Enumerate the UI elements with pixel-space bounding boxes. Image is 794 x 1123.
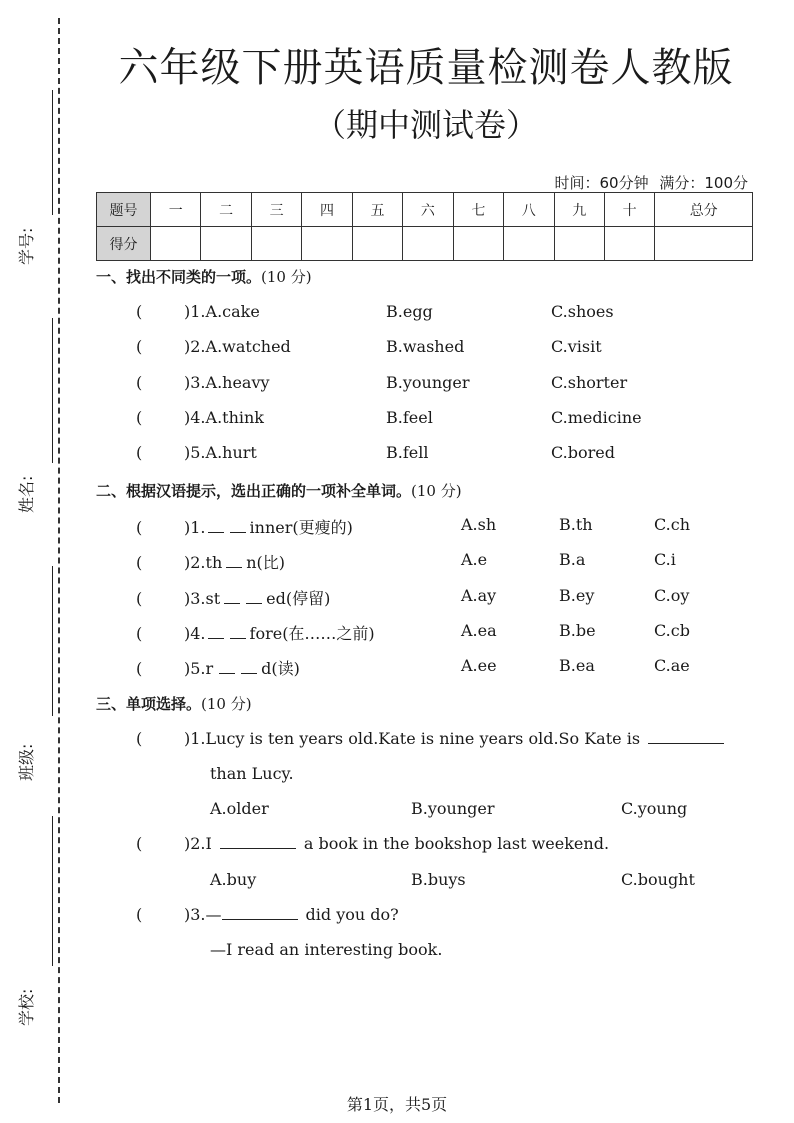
letter-blank[interactable] (208, 519, 224, 533)
score-cell[interactable] (251, 227, 301, 261)
class-line[interactable] (52, 566, 53, 716)
dialogue-reply: —I read an interesting book. (210, 940, 443, 959)
answer-paren[interactable]: ( (136, 518, 143, 537)
letter-blank[interactable] (219, 660, 235, 674)
answer-blank[interactable] (222, 906, 298, 920)
page-title: 六年级下册英语质量检测卷人教版 (118, 45, 734, 91)
option-b: B.washed (386, 337, 465, 356)
column-header: 二 (201, 193, 251, 227)
letter-blank[interactable] (230, 519, 246, 533)
question-stem: inner(更瘦的) (249, 518, 353, 537)
name-line[interactable] (52, 318, 53, 463)
option-a: )1.A.cake (184, 302, 260, 321)
score-cell[interactable] (151, 227, 201, 261)
letter-blank[interactable] (208, 625, 224, 639)
option-c: C.young (621, 799, 688, 818)
question-number: )2.th (184, 553, 223, 572)
column-header: 六 (403, 193, 453, 227)
s2-question-4 (136, 621, 375, 644)
binding-margin (0, 0, 70, 1123)
school-label: 学校: (17, 988, 36, 1026)
column-header: 八 (504, 193, 554, 227)
s1-question-2 (136, 337, 291, 356)
option-a: )2.A.watched (184, 337, 291, 356)
score-cell[interactable] (554, 227, 604, 261)
option-b: B.th (559, 515, 593, 534)
question-stem: n(比) (246, 553, 286, 572)
score-cell[interactable] (302, 227, 352, 261)
section-2-title (96, 480, 462, 501)
column-header: 三 (251, 193, 301, 227)
question-stem-after: a book in the bookshop last weekend. (303, 834, 610, 853)
school-line[interactable] (52, 816, 53, 966)
option-b: B.egg (386, 302, 433, 321)
option-a: A.e (461, 550, 488, 569)
section-3-heading: 三、单项选择。 (96, 695, 202, 713)
score-header: 得分 (97, 227, 151, 261)
section-1-points: (10 分) (261, 268, 312, 286)
student-id-label: 学号: (17, 227, 36, 265)
option-b: B.fell (386, 443, 429, 462)
letter-blank[interactable] (241, 660, 257, 674)
s1-question-5 (136, 443, 257, 462)
question-number: )5.r (184, 659, 214, 678)
column-header: 九 (554, 193, 604, 227)
question-stem: fore(在……之前) (249, 624, 375, 643)
question-stem: )1.Lucy is ten years old.Kate is nine years old.So Kate is (184, 729, 641, 748)
exam-full-score: 满分：100分 (659, 174, 748, 192)
section-1-heading: 一、找出不同类的一项。 (96, 268, 262, 286)
answer-paren[interactable]: ( (136, 834, 143, 853)
answer-paren[interactable]: ( (136, 659, 143, 678)
answer-blank[interactable] (220, 835, 296, 849)
column-header: 总分 (655, 193, 753, 227)
class-label: 班级: (17, 743, 36, 781)
question-stem: )2.I (184, 834, 212, 853)
exam-meta (548, 172, 748, 193)
score-table-score-row (97, 227, 753, 261)
answer-paren[interactable]: ( (136, 337, 143, 356)
section-2-heading: 二、根据汉语提示，选出正确的一项补全单词。 (96, 482, 412, 500)
option-b: B.be (559, 621, 596, 640)
question-number: )1. (184, 518, 206, 537)
s3-question-1 (136, 729, 724, 748)
option-c: C.medicine (551, 408, 642, 427)
section-3-title (96, 693, 252, 714)
option-c: C.cb (654, 621, 690, 640)
section-2-points: (10 分) (411, 482, 462, 500)
s3-question-2 (136, 834, 609, 853)
answer-paren[interactable]: ( (136, 905, 143, 924)
option-b: B.ey (559, 586, 595, 605)
letter-blank[interactable] (230, 625, 246, 639)
answer-paren[interactable]: ( (136, 302, 143, 321)
page-subtitle: （期中测试卷） (313, 106, 538, 144)
letter-blank[interactable] (246, 590, 262, 604)
s3-question-3 (136, 905, 399, 924)
option-c: C.shorter (551, 373, 628, 392)
answer-paren[interactable]: ( (136, 624, 143, 643)
option-c: C.ae (654, 656, 690, 675)
letter-blank[interactable] (226, 554, 242, 568)
s1-question-3 (136, 373, 270, 392)
option-b: B.feel (386, 408, 433, 427)
page-number: 第1页，共5页 (346, 1095, 448, 1114)
answer-paren[interactable]: ( (136, 729, 143, 748)
option-b: B.buys (411, 870, 466, 889)
option-c: C.bought (621, 870, 695, 889)
column-header: 十 (604, 193, 654, 227)
s2-question-1 (136, 515, 353, 538)
answer-paren[interactable]: ( (136, 373, 143, 392)
option-b: B.a (559, 550, 586, 569)
option-c: C.shoes (551, 302, 614, 321)
answer-blank[interactable] (648, 730, 724, 744)
question-number: )4. (184, 624, 206, 643)
letter-blank[interactable] (224, 590, 240, 604)
option-b: B.younger (411, 799, 495, 818)
answer-paren[interactable]: ( (136, 589, 143, 608)
answer-paren[interactable]: ( (136, 443, 143, 462)
question-number-header: 题号 (97, 193, 151, 227)
option-b: B.ea (559, 656, 595, 675)
score-cell[interactable] (504, 227, 554, 261)
section-3-points: (10 分) (201, 695, 252, 713)
column-header: 七 (453, 193, 503, 227)
option-c: C.ch (654, 515, 691, 534)
cut-line (58, 18, 60, 1103)
score-cell[interactable] (604, 227, 654, 261)
option-a: A.ee (461, 656, 497, 675)
option-a: )4.A.think (184, 408, 264, 427)
option-a: A.ay (461, 586, 497, 605)
score-table (96, 192, 753, 261)
question-stem: )3.— (184, 905, 222, 924)
column-header: 一 (151, 193, 201, 227)
option-a: A.ea (461, 621, 497, 640)
question-stem: ed(停留) (266, 589, 331, 608)
column-header: 四 (302, 193, 352, 227)
score-cell[interactable] (352, 227, 402, 261)
section-1-title (96, 266, 312, 287)
option-c: C.i (654, 550, 676, 569)
score-table-header-row (97, 193, 753, 227)
option-a: )5.A.hurt (184, 443, 257, 462)
option-a: A.sh (461, 515, 497, 534)
score-cell[interactable] (201, 227, 251, 261)
column-header: 五 (352, 193, 402, 227)
option-a: )3.A.heavy (184, 373, 270, 392)
option-a: A.buy (210, 870, 257, 889)
question-number: )3.st (184, 589, 221, 608)
exam-time: 时间：60分钟 (554, 174, 649, 192)
s2-question-5 (136, 656, 300, 679)
option-c: C.oy (654, 586, 690, 605)
name-label: 姓名: (17, 475, 36, 513)
option-c: C.visit (551, 337, 602, 356)
student-id-line[interactable] (52, 90, 53, 215)
question-stem: d(读) (261, 659, 300, 678)
s1-question-4 (136, 408, 264, 427)
score-cell[interactable] (403, 227, 453, 261)
score-cell[interactable] (655, 227, 753, 261)
option-a: A.older (210, 799, 269, 818)
answer-paren[interactable]: ( (136, 408, 143, 427)
answer-paren[interactable]: ( (136, 553, 143, 572)
option-b: B.younger (386, 373, 470, 392)
question-stem-continued: than Lucy. (210, 764, 294, 783)
s1-question-1 (136, 302, 260, 321)
option-c: C.bored (551, 443, 615, 462)
s2-question-3 (136, 586, 330, 609)
s2-question-2 (136, 550, 285, 573)
score-cell[interactable] (453, 227, 503, 261)
question-stem-after: did you do? (305, 905, 399, 924)
